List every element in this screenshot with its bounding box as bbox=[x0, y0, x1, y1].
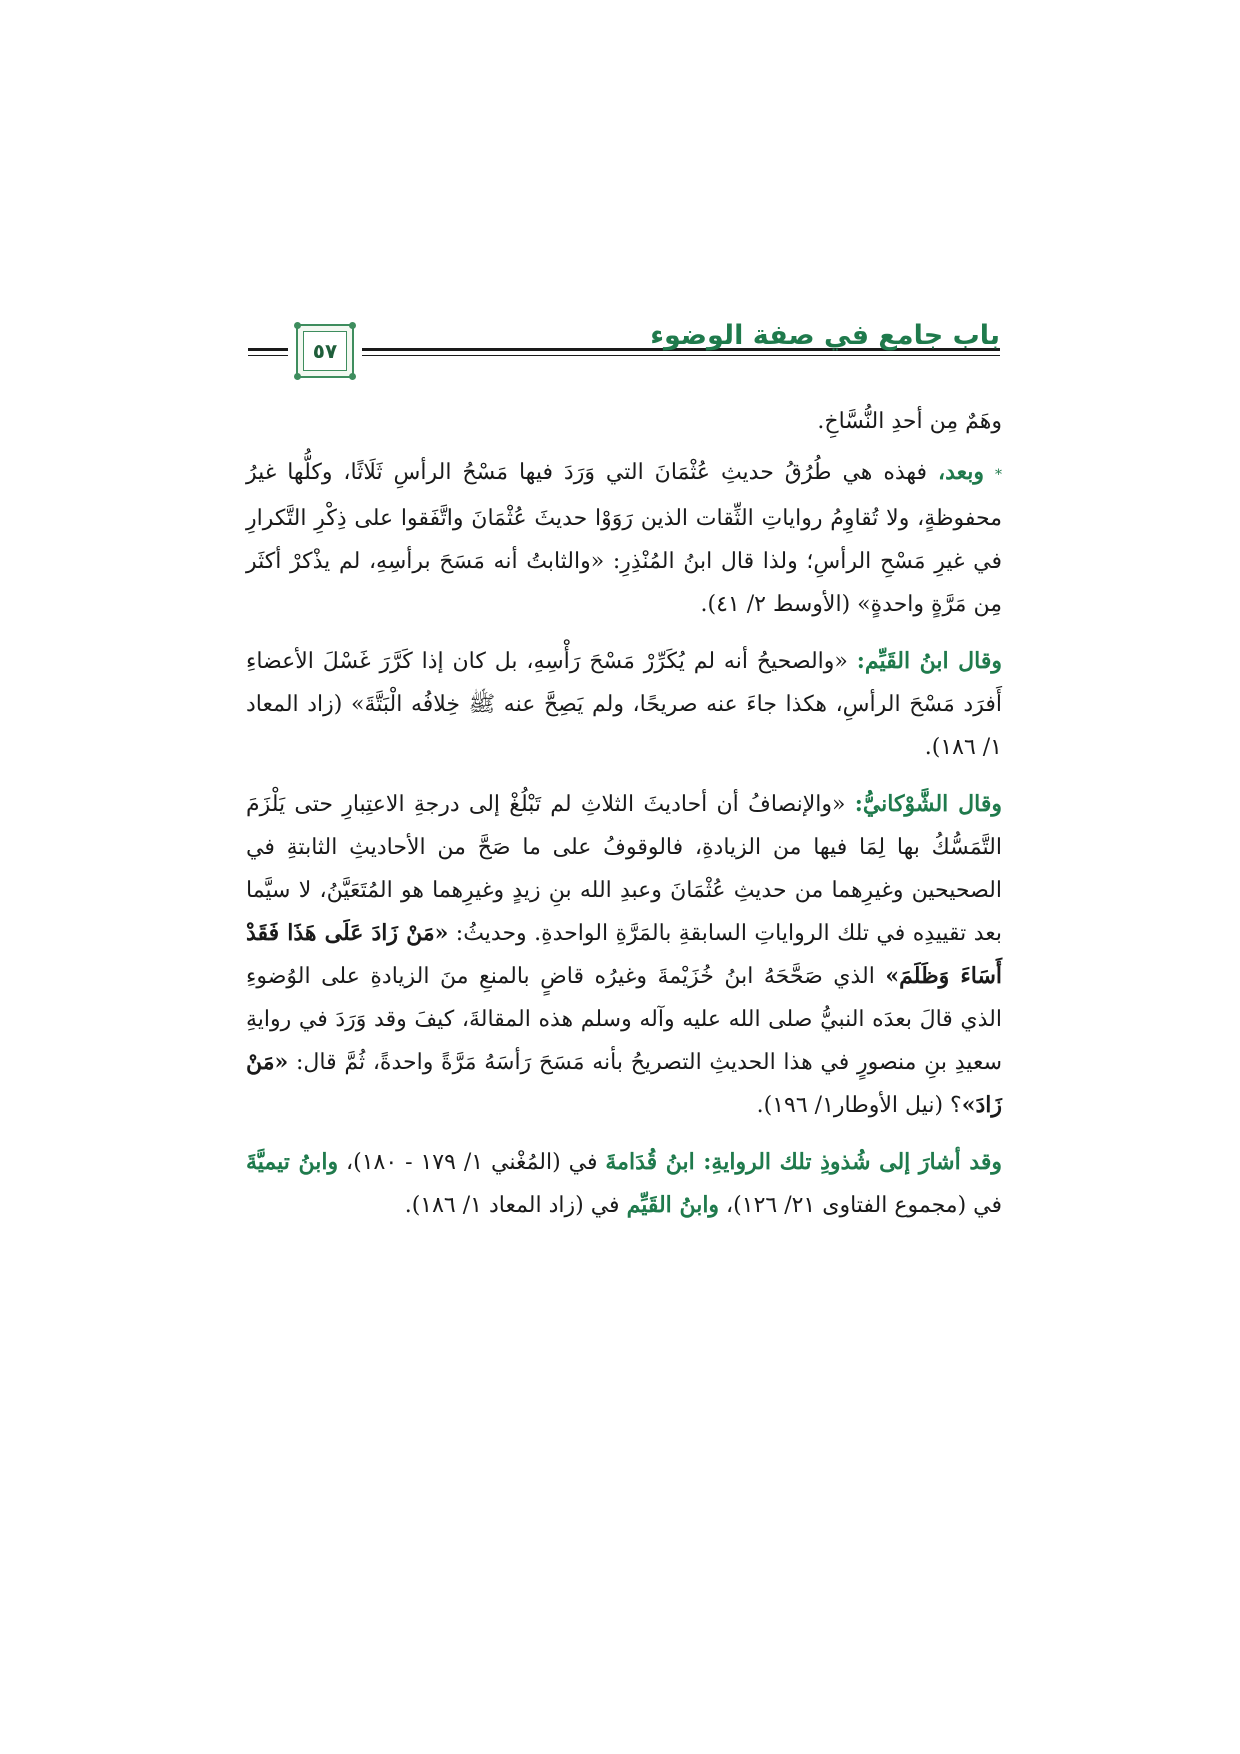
paragraph-lead: وابنُ تيميَّةَ bbox=[246, 1149, 339, 1175]
paragraph-lead: وقال الشَّوْكانيُّ: bbox=[854, 791, 1002, 817]
paragraph-text: في (مجموع الفتاوى ٢١/ ١٢٦)، bbox=[719, 1193, 1002, 1218]
paragraph-references bbox=[246, 1141, 1002, 1227]
chapter-title: باب جامع في صفة الوضوء bbox=[650, 320, 1000, 351]
paragraph-text: ؟ (نيل الأوطار١/ ١٩٦). bbox=[756, 1093, 962, 1118]
ornament-corner-icon bbox=[294, 322, 301, 329]
ornament-corner-icon bbox=[294, 373, 301, 380]
header-rule-right-thin bbox=[362, 355, 1000, 356]
paragraph-marker-icon: * bbox=[995, 467, 1002, 483]
paragraph-text: فهذه هي طُرُقُ حديثِ عُثْمَانَ التي وَرَدَ فيها مَسْحُ الرأسِ ثَلَاثًا، وكلُّها غيرُ محفوظةٍ، ولا تُقاوِمُ رواياتِ الثِّقات الذين رَوَوْا حديثَ عُثْمَانَ واتَّفَقوا على ذِكْرِ التَّكرارِ في غيرِ مَسْحِ الرأسِ؛ ولذا قال ابنُ المُنْذِرِ: «والثابتُ أنه مَسَحَ برأسِهِ، لم يذْكرْ أكثَر مِن مَرَّةٍ واحدةٍ» (الأوسط ٢/ ٤١). bbox=[246, 460, 1002, 617]
paragraph-lead: وابنُ القَيِّم bbox=[626, 1192, 720, 1218]
header-rule-left-thick bbox=[248, 348, 288, 351]
page-header bbox=[248, 310, 1000, 382]
paragraph-text: في (المُغْني ١/ ١٧٩ - ١٨٠)، bbox=[338, 1150, 606, 1175]
paragraph-text: في (زاد المعاد ١/ ١٨٦). bbox=[404, 1193, 627, 1218]
hadith-quote: «مَنْ زَادَ» bbox=[246, 1049, 1002, 1118]
paragraph-lead: وقال ابنُ القَيِّم: bbox=[856, 648, 1002, 674]
page-number-badge bbox=[296, 324, 354, 378]
header-rule-left-thin bbox=[248, 355, 288, 356]
paragraph-text: الذي صَحَّحَهُ ابنُ خُزَيْمةَ وغيرُه قاضٍ بالمنعِ منَ الزيادةِ على الوُضوءِ الذي قالَ بعدَه النبيُّ صلى الله عليه وآله وسلم هذه المقالةَ، كيفَ وقد وَرَدَ في روايةِ سعيدِ بنِ منصورٍ في هذا الحديثِ التصريحُ بأنه مَسَحَ رَأسَهُ مَرَّةً واحدةً، ثُمَّ قال: bbox=[246, 964, 1002, 1075]
paragraph-lead: وبعد، bbox=[938, 459, 985, 485]
page-body bbox=[246, 400, 1002, 1241]
page-number: ٥٧ bbox=[303, 331, 347, 371]
paragraph-text: «والإنصافُ أن أحاديثَ الثلاثِ لم تَبْلُغْ إلى درجةِ الاعتِبارِ حتى يَلْزَمَ التَّمَسُّكُ بها لِمَا فيها من الزيادةِ، فالوقوفُ على ما صَحَّ من الأحاديثِ الثابتةِ في الصحيحين وغيرِهما من حديثِ عُثْمَانَ وعبدِ الله بنِ زيدٍ وغيرِهما هو المُتَعَيَّنُ، لا سيَّما بعد تقييدِه في تلك الرواياتِ السابقةِ بالمَرَّةِ الواحدةِ. وحديثُ: bbox=[246, 792, 1003, 946]
paragraph-text: وهَمٌ مِن أحدِ النُّسَّاخِ. bbox=[817, 409, 1002, 434]
hadith-quote: «مَنْ زَادَ عَلَى هَذَا فَقَدْ أَسَاءَ وَظَلَمَ» bbox=[246, 920, 1003, 989]
paragraph-ibn-qayyim bbox=[246, 640, 1002, 769]
ornament-corner-icon bbox=[349, 373, 356, 380]
ornament-corner-icon bbox=[349, 322, 356, 329]
paragraph-text: «والصحيحُ أنه لم يُكَرِّرْ مَسْحَ رَأْسِهِ، بل كان إذا كَرَّرَ غَسْلَ الأعضاءِ أَفرَد مَسْحَ الرأسِ، هكذا جاءَ عنه صريحًا، ولم يَصِحَّ عنه ﷺ خِلافُه الْبَتَّةَ» (زاد المعاد ١/ ١٨٦). bbox=[246, 649, 1002, 760]
paragraph-wa-baad bbox=[246, 451, 1002, 626]
paragraph-continuation bbox=[246, 400, 1002, 443]
paragraph-lead: وقد أشارَ إلى شُذوذِ تلك الروايةِ: ابنُ قُدَامةَ bbox=[605, 1149, 1003, 1175]
paragraph-shawkani bbox=[246, 783, 1002, 1127]
